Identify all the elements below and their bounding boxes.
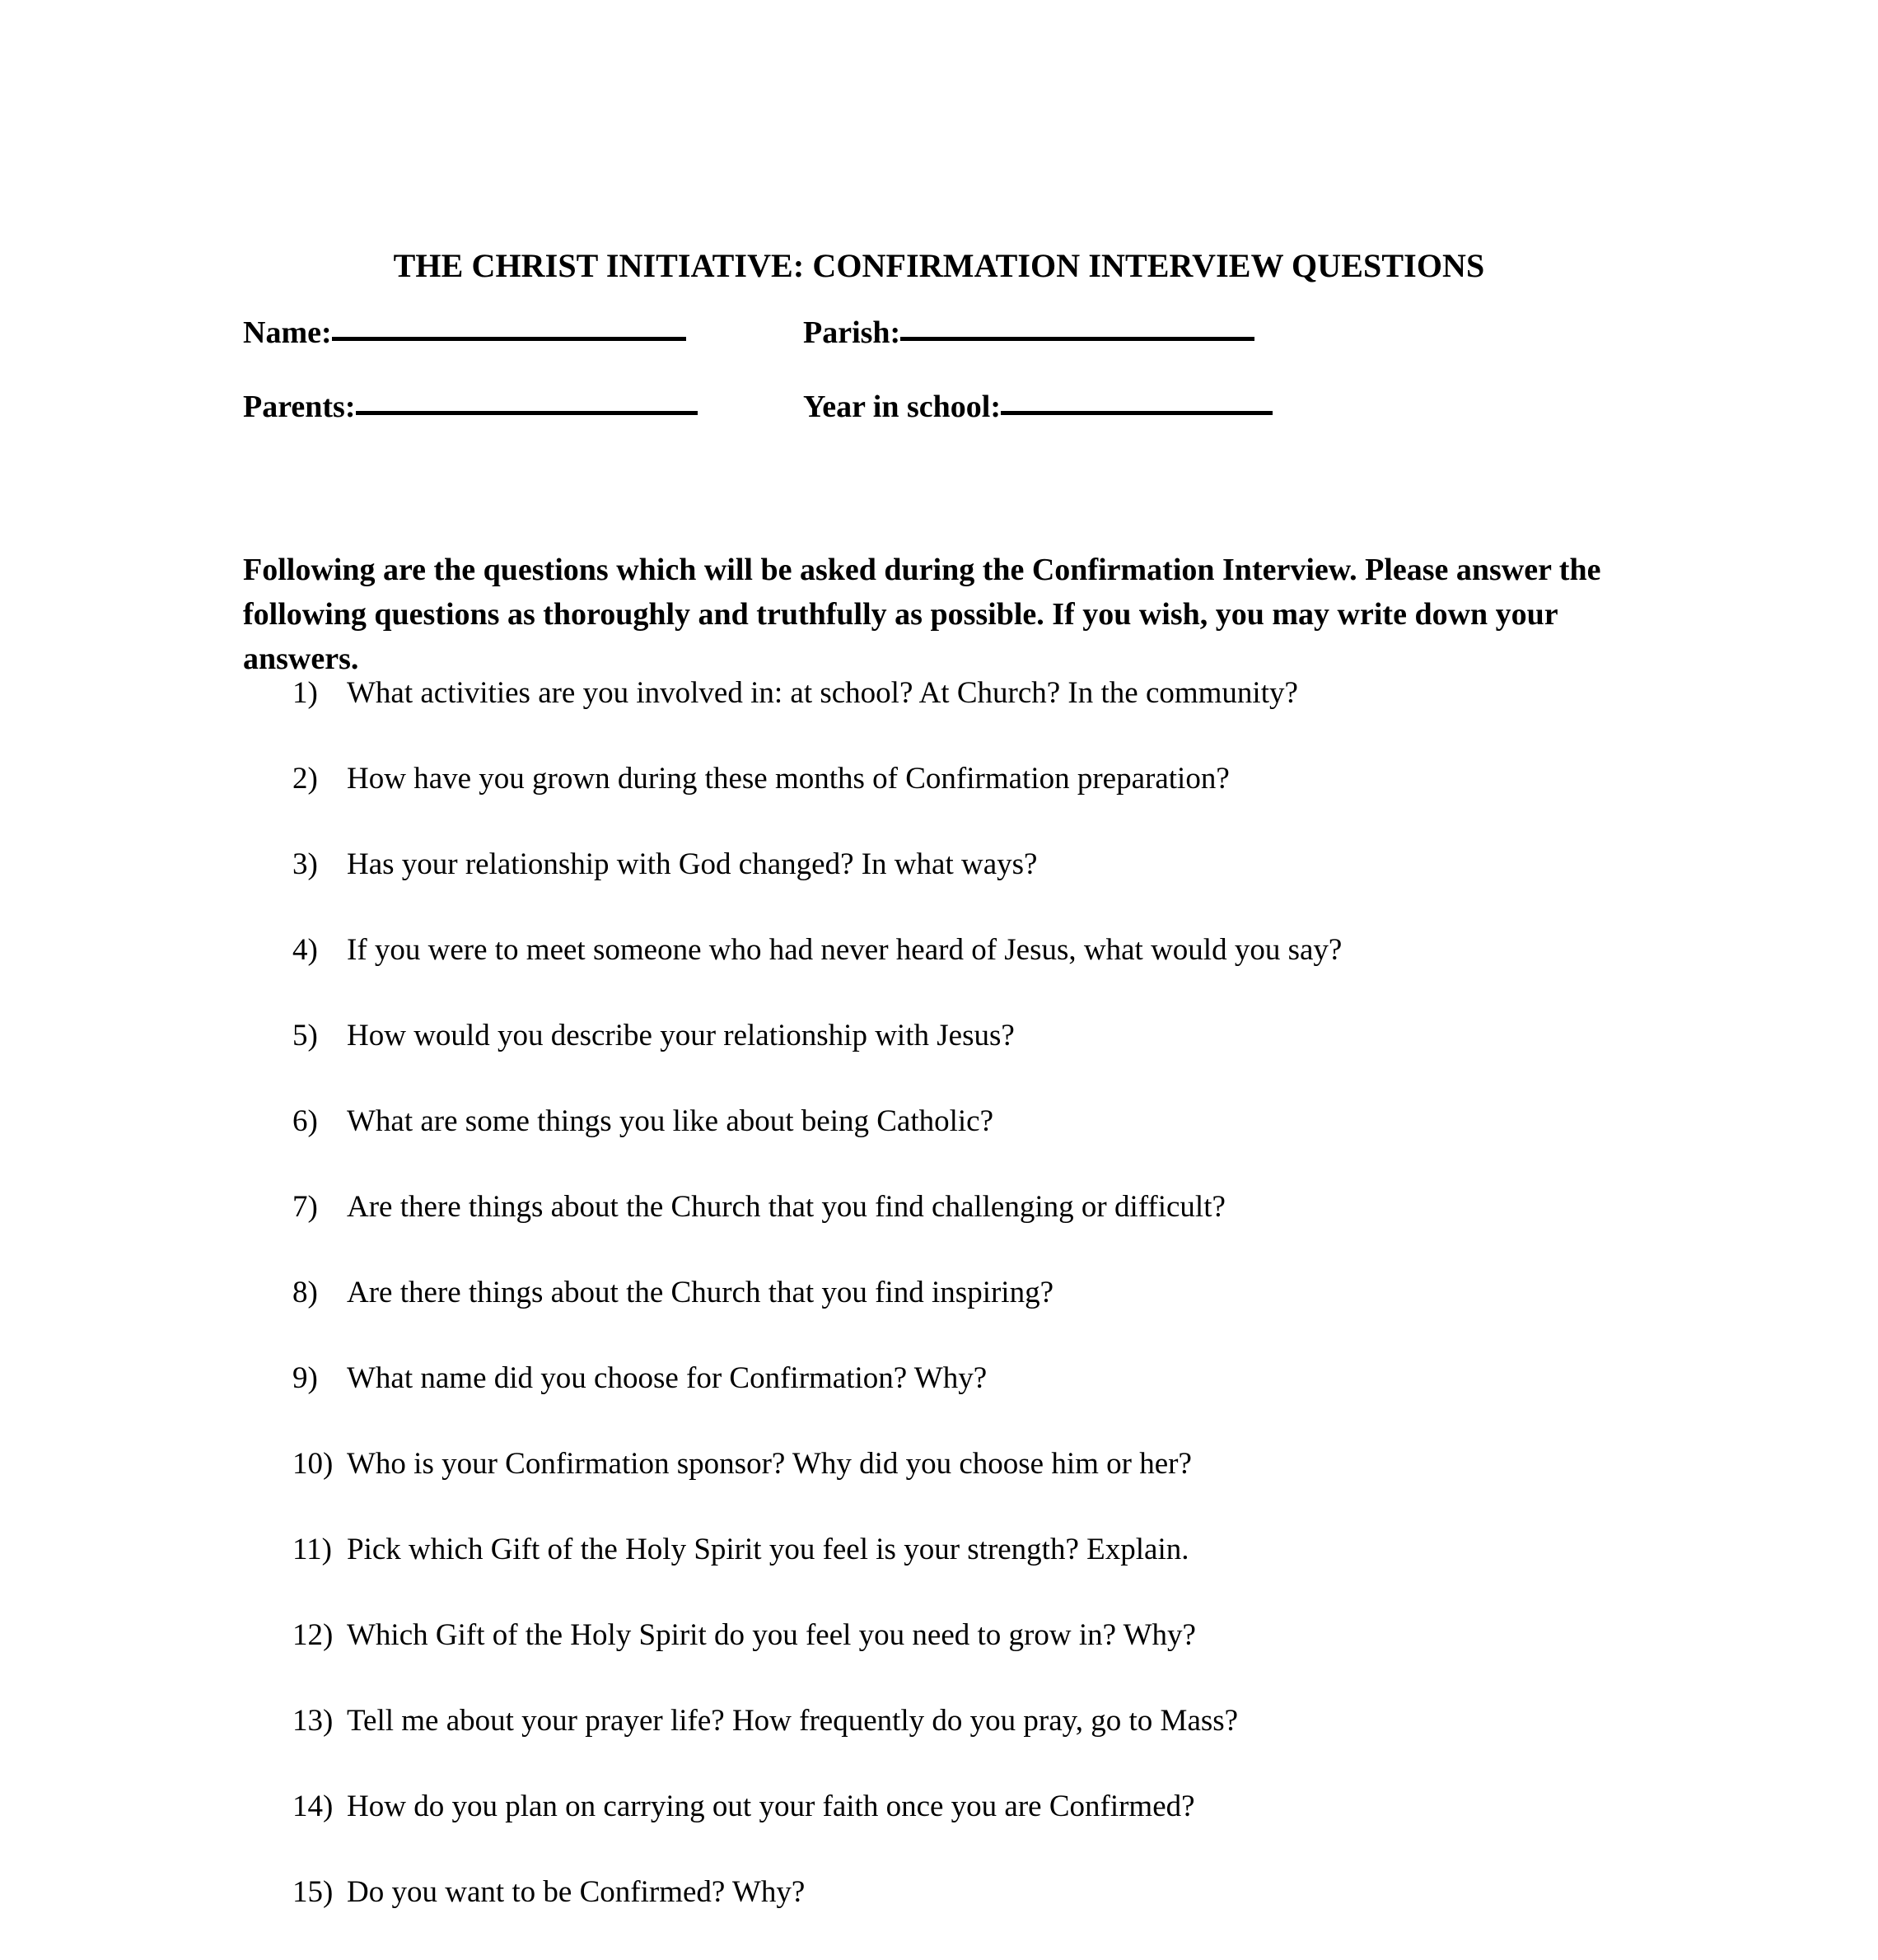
- question-text: Pick which Gift of the Holy Spirit you feel is your strength? Explain.: [347, 1533, 1189, 1566]
- parents-label: Parents:: [243, 390, 356, 424]
- question-number: 6): [292, 1104, 318, 1138]
- question-text: Which Gift of the Holy Spirit do you feel you need to grow in? Why?: [347, 1618, 1196, 1652]
- question-number: 11): [292, 1533, 332, 1566]
- list-item: [292, 1104, 1693, 1189]
- question-number: 7): [292, 1190, 318, 1224]
- question-number: 14): [292, 1790, 334, 1823]
- question-text: How have you grown during these months of Confirmation preparation?: [347, 762, 1230, 796]
- year-in-school-label: Year in school:: [803, 390, 1001, 424]
- question-text: Tell me about your prayer life? How frequently do you pray, go to Mass?: [347, 1704, 1239, 1738]
- question-number: 13): [292, 1704, 334, 1738]
- question-text: What name did you choose for Confirmation? Why?: [347, 1361, 988, 1395]
- parish-input-rule[interactable]: [900, 337, 1254, 341]
- question-text: Are there things about the Church that you find inspiring?: [347, 1276, 1054, 1309]
- question-text: Do you want to be Confirmed? Why?: [347, 1875, 806, 1909]
- instructions-paragraph: Following are the questions which will be asked during the Confirmation Interview. Please answer the following questions as thoroughly and truthfully as possible. If you wish, you may write down your answers.: [243, 553, 1601, 676]
- parish-label: Parish:: [803, 315, 901, 350]
- list-item: [292, 1874, 1693, 1960]
- question-number: 15): [292, 1875, 334, 1909]
- question-text: If you were to meet someone who had never heard of Jesus, what would you say?: [347, 933, 1343, 967]
- question-text: How do you plan on carrying out your faith once you are Confirmed?: [347, 1790, 1195, 1823]
- field-parents: [243, 384, 803, 431]
- questions-list: [292, 675, 1693, 1960]
- list-item: [292, 1617, 1693, 1703]
- field-parish: [803, 310, 1446, 357]
- question-text: What activities are you involved in: at school? At Church? In the community?: [347, 676, 1298, 710]
- parents-input-rule[interactable]: [356, 411, 698, 415]
- list-item: [292, 847, 1693, 932]
- question-number: 10): [292, 1447, 334, 1481]
- form-fields: [243, 310, 1643, 458]
- list-item: [292, 1360, 1693, 1446]
- list-item: [292, 675, 1693, 761]
- question-text: Has your relationship with God changed? In what ways?: [347, 847, 1038, 881]
- question-number: 5): [292, 1019, 318, 1052]
- question-number: 9): [292, 1361, 318, 1395]
- list-item: [292, 932, 1693, 1018]
- question-number: 8): [292, 1276, 318, 1309]
- list-item: [292, 761, 1693, 847]
- name-input-rule[interactable]: [332, 337, 686, 341]
- list-item: [292, 1789, 1693, 1874]
- field-name: [243, 310, 803, 357]
- year-in-school-input-rule[interactable]: [1001, 411, 1273, 415]
- list-item: [292, 1532, 1693, 1617]
- question-text: How would you describe your relationship with Jesus?: [347, 1019, 1015, 1052]
- field-row-name-parish: [243, 310, 1643, 384]
- page-title: THE CHRIST INITIATIVE: CONFIRMATION INTERVIEW QUESTIONS: [393, 247, 1485, 284]
- question-text: Are there things about the Church that you find challenging or difficult?: [347, 1190, 1226, 1224]
- question-number: 4): [292, 933, 318, 967]
- question-number: 3): [292, 847, 318, 881]
- list-item: [292, 1189, 1693, 1275]
- question-text: Who is your Confirmation sponsor? Why did you choose him or her?: [347, 1447, 1192, 1481]
- question-number: 1): [292, 676, 318, 710]
- question-number: 12): [292, 1618, 334, 1652]
- question-text: What are some things you like about being Catholic?: [347, 1104, 994, 1138]
- question-number: 2): [292, 762, 318, 796]
- list-item: [292, 1703, 1693, 1789]
- list-item: [292, 1446, 1693, 1532]
- field-row-parents-year: [243, 384, 1643, 458]
- name-label: Name:: [243, 315, 332, 350]
- list-item: [292, 1275, 1693, 1360]
- field-year-in-school: [803, 384, 1446, 431]
- list-item: [292, 1018, 1693, 1104]
